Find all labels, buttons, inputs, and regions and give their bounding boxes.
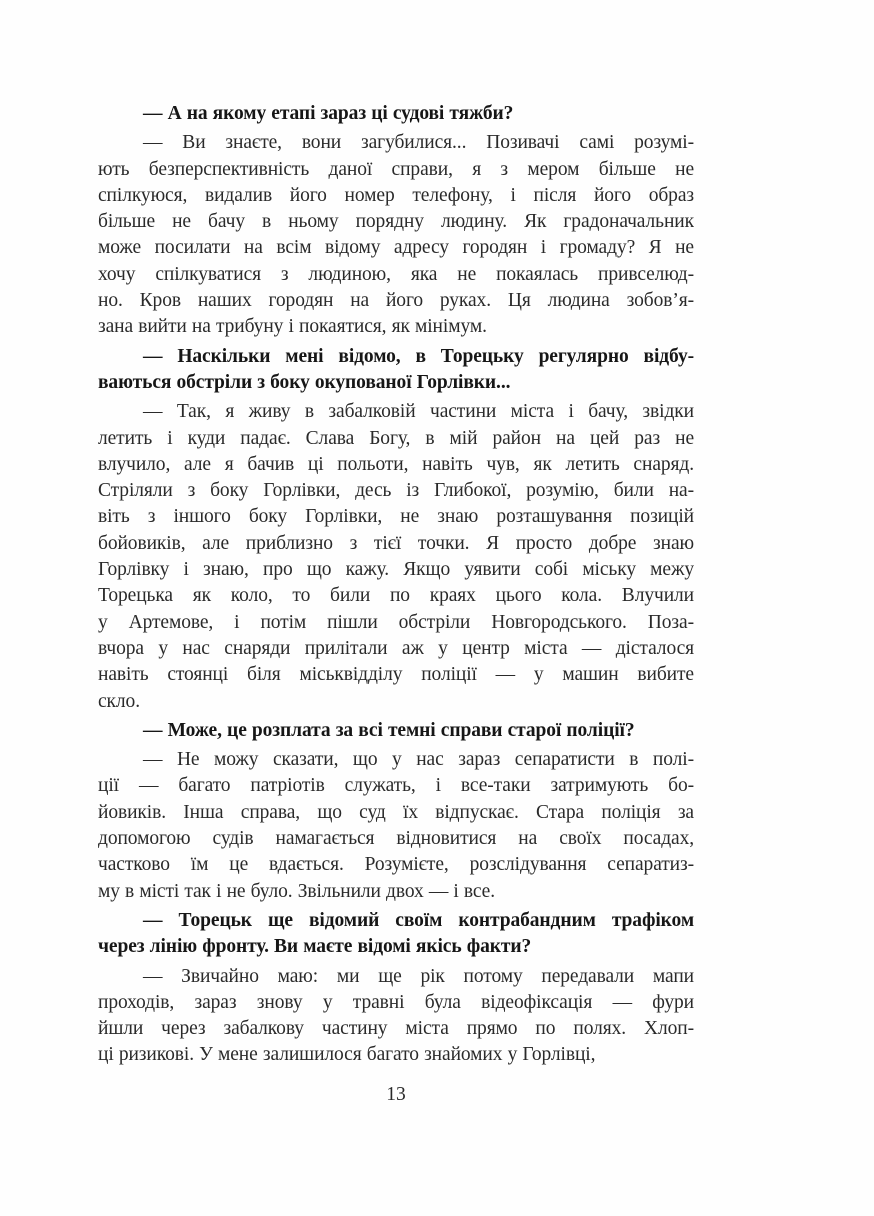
text-line: летить і куди падає. Слава Богу, в мій район на цей раз не bbox=[98, 427, 694, 449]
text-line: може посилати на всім відому адресу городян і громаду? Я не bbox=[98, 237, 694, 259]
text-line: влучило, але я бачив ці польоти, навіть чув, як летить снаряд. bbox=[98, 453, 694, 475]
text-line: йовиків. Інша справа, що суд їх відпускає. Стара поліція за bbox=[98, 801, 694, 823]
text-line: проходів, зараз знову у травні була відеофіксація — фури bbox=[98, 991, 694, 1013]
paragraph-answer bbox=[98, 399, 694, 715]
text-line: но. Кров наших городян на його руках. Ця людина зобов’я- bbox=[98, 290, 694, 312]
paragraph-answer bbox=[98, 747, 694, 905]
text-line: віть з іншого боку Горлівки, не знаю розташування позицій bbox=[98, 506, 694, 528]
text-line: — Не можу сказати, що у нас зараз сепаратисти в полі- bbox=[143, 749, 694, 771]
text-line: Стріляли з боку Горлівки, десь із Глибокої, розумію, били на- bbox=[98, 480, 694, 502]
text-line: більше не бачу в ньому порядну людину. Як градоначальник bbox=[98, 211, 694, 233]
text-line: ці ризикові. У мене залишилося багато знайомих у Горлівці, bbox=[98, 1044, 596, 1066]
text-line: — Ви знаєте, вони загубилися... Позивачі самі розумі- bbox=[143, 132, 694, 154]
text-line: спілкуюся, видалив його номер телефону, і після його образ bbox=[98, 184, 694, 206]
text-line: Горлівку і знаю, про що кажу. Якщо уявити собі міську межу bbox=[98, 559, 694, 581]
text-line: навіть стоянці біля міськвідділу поліції — у машин вибите bbox=[98, 664, 694, 686]
paragraph-question bbox=[98, 101, 694, 127]
text-line: хочу спілкуватися з людиною, яка не покаялась привселюд- bbox=[98, 263, 694, 285]
text-line: — Наскільки мені відомо, в Торецьку регулярно відбу- bbox=[143, 345, 694, 367]
text-line: бойовиків, але приблизно з тієї точки. Я просто добре знаю bbox=[98, 532, 694, 554]
text-line: — Торецьк ще відомий своїм контрабандним трафіком bbox=[143, 909, 694, 931]
text-line: допомогою судів намагається відновитися на своїх посадах, bbox=[98, 828, 694, 850]
text-line: у Артемове, і потім пішли обстріли Новгородського. Поза- bbox=[98, 611, 694, 633]
paragraph-answer bbox=[98, 964, 694, 1069]
text-line: ють безперспективність даної справи, я з мером більше не bbox=[98, 158, 694, 180]
paragraph-question bbox=[98, 718, 694, 744]
page-text bbox=[98, 101, 694, 1069]
text-line: — Звичайно маю: ми ще рік потому передавали мапи bbox=[143, 965, 694, 987]
text-line: через лінію фронту. Ви маєте відомі якісь факти? bbox=[98, 936, 532, 958]
text-line: Торецька як коло, то били по краях цього кола. Влучили bbox=[98, 585, 694, 607]
text-line: ваються обстріли з боку окупованої Горлівки... bbox=[98, 371, 511, 393]
page-number: 13 bbox=[386, 1084, 406, 1105]
text-line: частково їм це вдається. Розумієте, розслідування сепаратиз- bbox=[98, 854, 694, 876]
text-line: скло. bbox=[98, 690, 140, 712]
text-line: му в місті так і не було. Звільнили двох — і все. bbox=[98, 880, 495, 902]
text-line: вчора у нас снаряди прилітали аж у центр міста — дісталося bbox=[98, 637, 694, 659]
paragraph-question bbox=[98, 344, 694, 397]
text-line: — Так, я живу в забалковій частини міста і бачу, звідки bbox=[143, 401, 694, 423]
text-line: — А на якому етапі зараз ці судові тяжби? bbox=[143, 103, 514, 124]
text-line: ції — багато патріотів служать, і все-таки затримують бо- bbox=[98, 775, 694, 797]
text-line: зана вийти на трибуну і покаятися, як мінімум. bbox=[98, 316, 487, 338]
text-line: йшли через забалкову частину міста прямо по полях. Хлоп- bbox=[98, 1018, 694, 1040]
paragraph-question bbox=[98, 908, 694, 961]
paragraph-answer bbox=[98, 130, 694, 340]
text-line: — Може, це розплата за всі темні справи старої поліції? bbox=[143, 719, 635, 741]
